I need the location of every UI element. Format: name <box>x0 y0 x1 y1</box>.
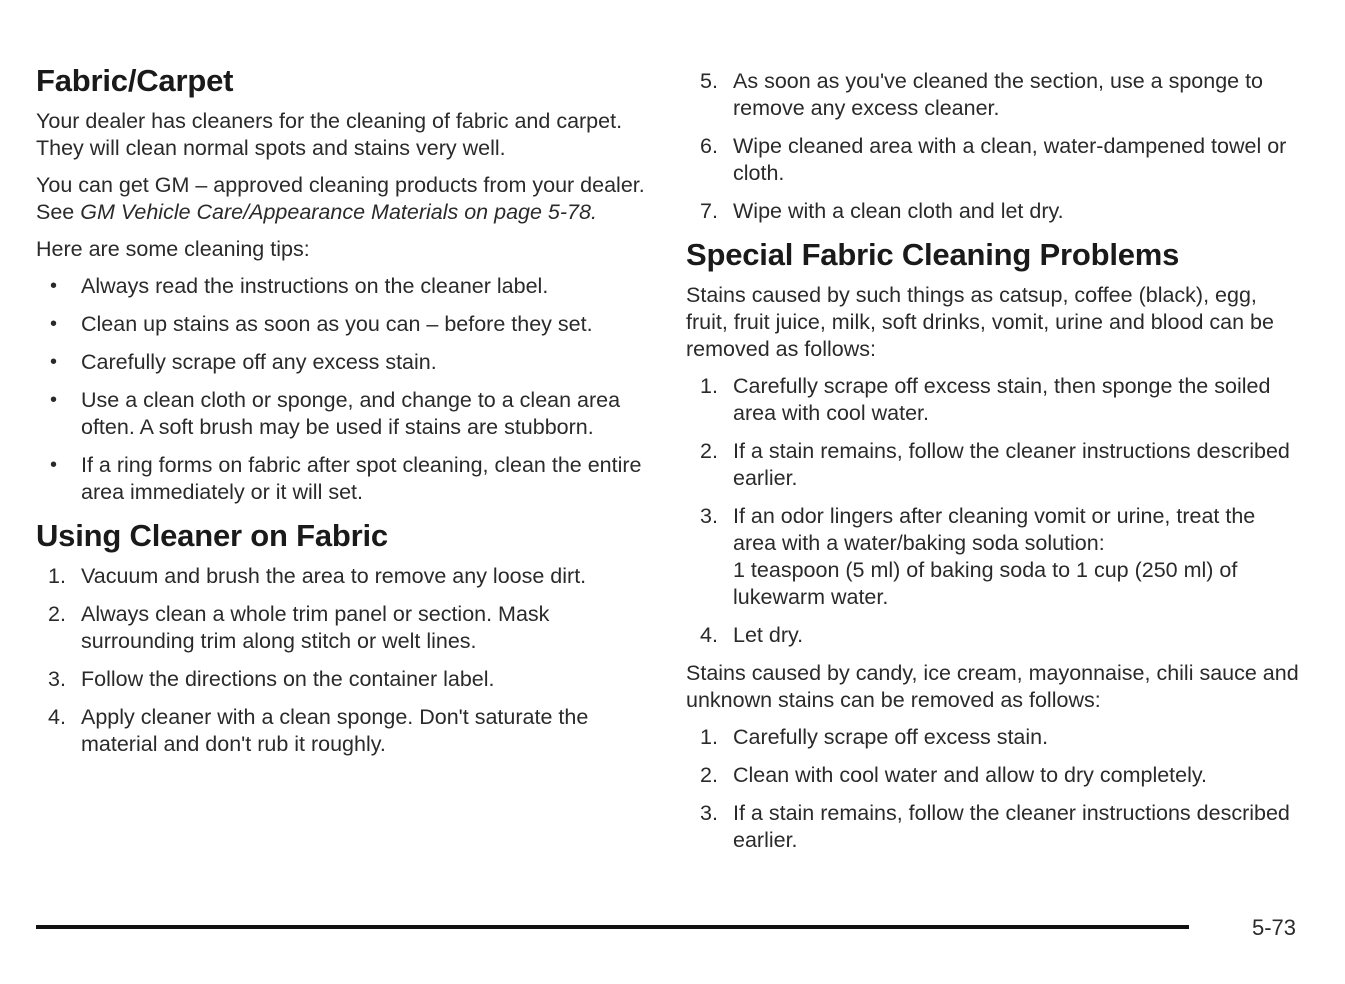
step-text: If a stain remains, follow the cleaner instructions described earlier. <box>733 801 1290 852</box>
step-number: 4. <box>700 623 718 647</box>
step-item <box>686 724 1301 751</box>
step-item <box>686 68 1301 122</box>
bullet-icon: • <box>50 275 58 297</box>
step-item <box>36 704 648 758</box>
cleaning-tips-list <box>36 273 648 506</box>
tip-item <box>36 273 648 300</box>
tip-text: Always read the instructions on the cleaner label. <box>81 274 549 298</box>
tips-intro: Here are some cleaning tips: <box>36 237 310 261</box>
products-paragraph <box>36 172 648 226</box>
step-number: 2. <box>48 602 66 626</box>
step-text: If an odor lingers after cleaning vomit or urine, treat the area with a water/baking soda solution: <box>733 504 1256 555</box>
step-subtext: 1 teaspoon (5 ml) of baking soda to 1 cup (250 ml) of lukewarm water. <box>733 558 1238 609</box>
step-item <box>686 800 1301 854</box>
step-number: 1. <box>48 564 66 588</box>
tip-text: Carefully scrape off any excess stain. <box>81 350 437 374</box>
step-number: 5. <box>700 69 718 93</box>
tip-text: Use a clean cloth or sponge, and change to a clean area often. A soft brush may be used if stains are stubborn. <box>81 388 621 439</box>
intro-paragraph: Your dealer has cleaners for the cleaning of fabric and carpet. They will clean normal spots and stains very well. <box>36 109 623 160</box>
step-number: 2. <box>700 763 718 787</box>
step-item <box>686 503 1301 611</box>
step-text: Clean with cool water and allow to dry completely. <box>733 763 1208 787</box>
tip-item <box>36 387 648 441</box>
step-number: 4. <box>48 705 66 729</box>
step-number: 6. <box>700 134 718 158</box>
step-number: 2. <box>700 439 718 463</box>
tip-text: Clean up stains as soon as you can – before they set. <box>81 312 593 336</box>
step-text: Apply cleaner with a clean sponge. Don't saturate the material and don't rub it roughly. <box>81 705 589 756</box>
stains-group1-paragraph: Stains caused by such things as catsup, coffee (black), egg, fruit, fruit juice, milk, soft drinks, vomit, urine and blood can be removed as follows: <box>686 283 1274 361</box>
tip-item <box>36 452 648 506</box>
right-column <box>686 68 1301 865</box>
step-text: Vacuum and brush the area to remove any loose dirt. <box>81 564 587 588</box>
using-cleaner-steps-continued <box>686 68 1301 225</box>
stains-group2-paragraph: Stains caused by candy, ice cream, mayonnaise, chili sauce and unknown stains can be removed as follows: <box>686 661 1299 712</box>
footer-rule <box>36 925 1189 929</box>
step-number: 3. <box>48 667 66 691</box>
step-number: 3. <box>700 504 718 528</box>
products-text: You can get GM – approved cleaning products from your dealer. See <box>36 173 645 224</box>
step-text: Let dry. <box>733 623 804 647</box>
step-item <box>686 198 1301 225</box>
step-item <box>36 666 648 693</box>
bullet-icon: • <box>50 351 58 373</box>
step-item <box>686 133 1301 187</box>
step-item <box>686 762 1301 789</box>
step-text: If a stain remains, follow the cleaner instructions described earlier. <box>733 439 1290 490</box>
step-item <box>36 601 648 655</box>
heading-special-fabric-cleaning: Special Fabric Cleaning Problems <box>686 237 1180 272</box>
step-item <box>36 563 648 590</box>
step-number: 3. <box>700 801 718 825</box>
using-cleaner-steps <box>36 563 648 758</box>
step-number: 1. <box>700 725 718 749</box>
tip-item <box>36 311 648 338</box>
step-number: 1. <box>700 374 718 398</box>
step-text: Wipe cleaned area with a clean, water-dampened towel or cloth. <box>733 134 1287 185</box>
step-item <box>686 373 1301 427</box>
heading-fabric-carpet: Fabric/Carpet <box>36 63 234 98</box>
step-text: Follow the directions on the container label. <box>81 667 495 691</box>
step-item <box>686 438 1301 492</box>
step-text: Carefully scrape off excess stain, then sponge the soiled area with cool water. <box>733 374 1271 425</box>
step-item <box>686 622 1301 649</box>
bullet-icon: • <box>50 389 58 411</box>
step-text: Carefully scrape off excess stain. <box>733 725 1049 749</box>
page-number: 5-73 <box>1252 915 1297 940</box>
step-text: Always clean a whole trim panel or section. Mask surrounding trim along stitch or welt lines. <box>81 602 550 653</box>
heading-using-cleaner: Using Cleaner on Fabric <box>36 518 388 553</box>
bullet-icon: • <box>50 454 58 476</box>
tip-item <box>36 349 648 376</box>
tip-text: If a ring forms on fabric after spot cleaning, clean the entire area immediately or it will set. <box>81 453 642 504</box>
stains-group1-steps <box>686 373 1301 649</box>
stains-group2-steps <box>686 724 1301 854</box>
left-column <box>36 62 648 769</box>
step-text: As soon as you've cleaned the section, use a sponge to remove any excess cleaner. <box>733 69 1264 120</box>
step-number: 7. <box>700 199 718 223</box>
step-text: Wipe with a clean cloth and let dry. <box>733 199 1064 223</box>
care-materials-reference: GM Vehicle Care/Appearance Materials on page 5-78. <box>80 200 597 224</box>
bullet-icon: • <box>50 313 58 335</box>
